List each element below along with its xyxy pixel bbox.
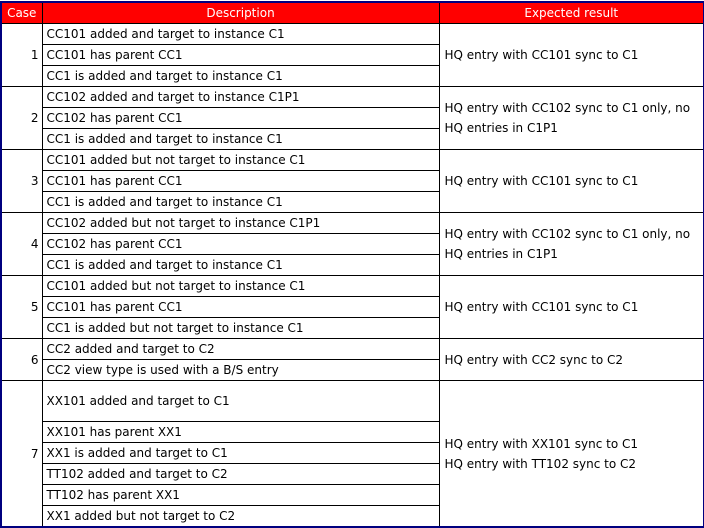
expected-cell: HQ entry with CC101 sync to C1: [439, 150, 704, 213]
table-row: [1, 213, 704, 234]
expected-line: HQ entry with XX101 sync to C1: [444, 436, 639, 451]
description-cell: XX101 added and target to C1: [42, 381, 439, 422]
expected-cell: [439, 381, 704, 528]
description-cell: CC102 has parent CC1: [42, 108, 439, 129]
description-cell: XX1 is added and target to C1: [42, 443, 439, 464]
table-row: [1, 24, 704, 45]
description-cell: TT102 has parent XX1: [42, 485, 439, 506]
case-number: 1: [1, 24, 42, 87]
case-number: 5: [1, 276, 42, 339]
expected-cell: HQ entry with CC101 sync to C1: [439, 24, 704, 87]
header-description: Description: [42, 2, 439, 24]
description-cell: CC1 is added and target to instance C1: [42, 255, 439, 276]
expected-cell: HQ entry with CC101 sync to C1: [439, 276, 704, 339]
description-cell: TT102 added and target to C2: [42, 464, 439, 485]
description-cell: CC1 is added and target to instance C1: [42, 66, 439, 87]
description-cell: XX1 added but not target to C2: [42, 506, 439, 528]
description-cell: CC101 has parent CC1: [42, 45, 439, 66]
expected-cell: HQ entry with CC2 sync to C2: [439, 339, 704, 381]
expected-cell: HQ entry with CC102 sync to C1 only, no HQ entries in C1P1: [439, 213, 704, 276]
description-cell: CC2 added and target to C2: [42, 339, 439, 360]
description-cell: CC101 added but not target to instance C1: [42, 150, 439, 171]
description-cell: CC101 added and target to instance C1: [42, 24, 439, 45]
test-case-table: [0, 1, 704, 528]
header-case: Case: [1, 2, 42, 24]
description-cell: CC1 is added and target to instance C1: [42, 129, 439, 150]
table-row: [1, 339, 704, 360]
header-expected: Expected result: [439, 2, 704, 24]
expected-line: HQ entry with TT102 sync to C2: [444, 456, 637, 471]
expected-cell: HQ entry with CC102 sync to C1 only, no HQ entries in C1P1: [439, 87, 704, 150]
description-cell: CC102 added and target to instance C1P1: [42, 87, 439, 108]
case-number: 3: [1, 150, 42, 213]
case-number: 6: [1, 339, 42, 381]
description-cell: CC102 added but not target to instance C1P1: [42, 213, 439, 234]
table-row: [1, 381, 704, 422]
description-cell: XX101 has parent XX1: [42, 422, 439, 443]
case-number: 7: [1, 381, 42, 528]
case-number: 4: [1, 213, 42, 276]
description-cell: CC101 has parent CC1: [42, 297, 439, 318]
description-cell: CC1 is added and target to instance C1: [42, 192, 439, 213]
description-cell: CC2 view type is used with a B/S entry: [42, 360, 439, 381]
description-cell: CC101 has parent CC1: [42, 171, 439, 192]
header-row: [1, 2, 704, 24]
description-cell: CC1 is added but not target to instance C1: [42, 318, 439, 339]
description-cell: CC101 added but not target to instance C1: [42, 276, 439, 297]
description-cell: CC102 has parent CC1: [42, 234, 439, 255]
table-row: [1, 87, 704, 108]
table-row: [1, 276, 704, 297]
table-row: [1, 150, 704, 171]
case-number: 2: [1, 87, 42, 150]
